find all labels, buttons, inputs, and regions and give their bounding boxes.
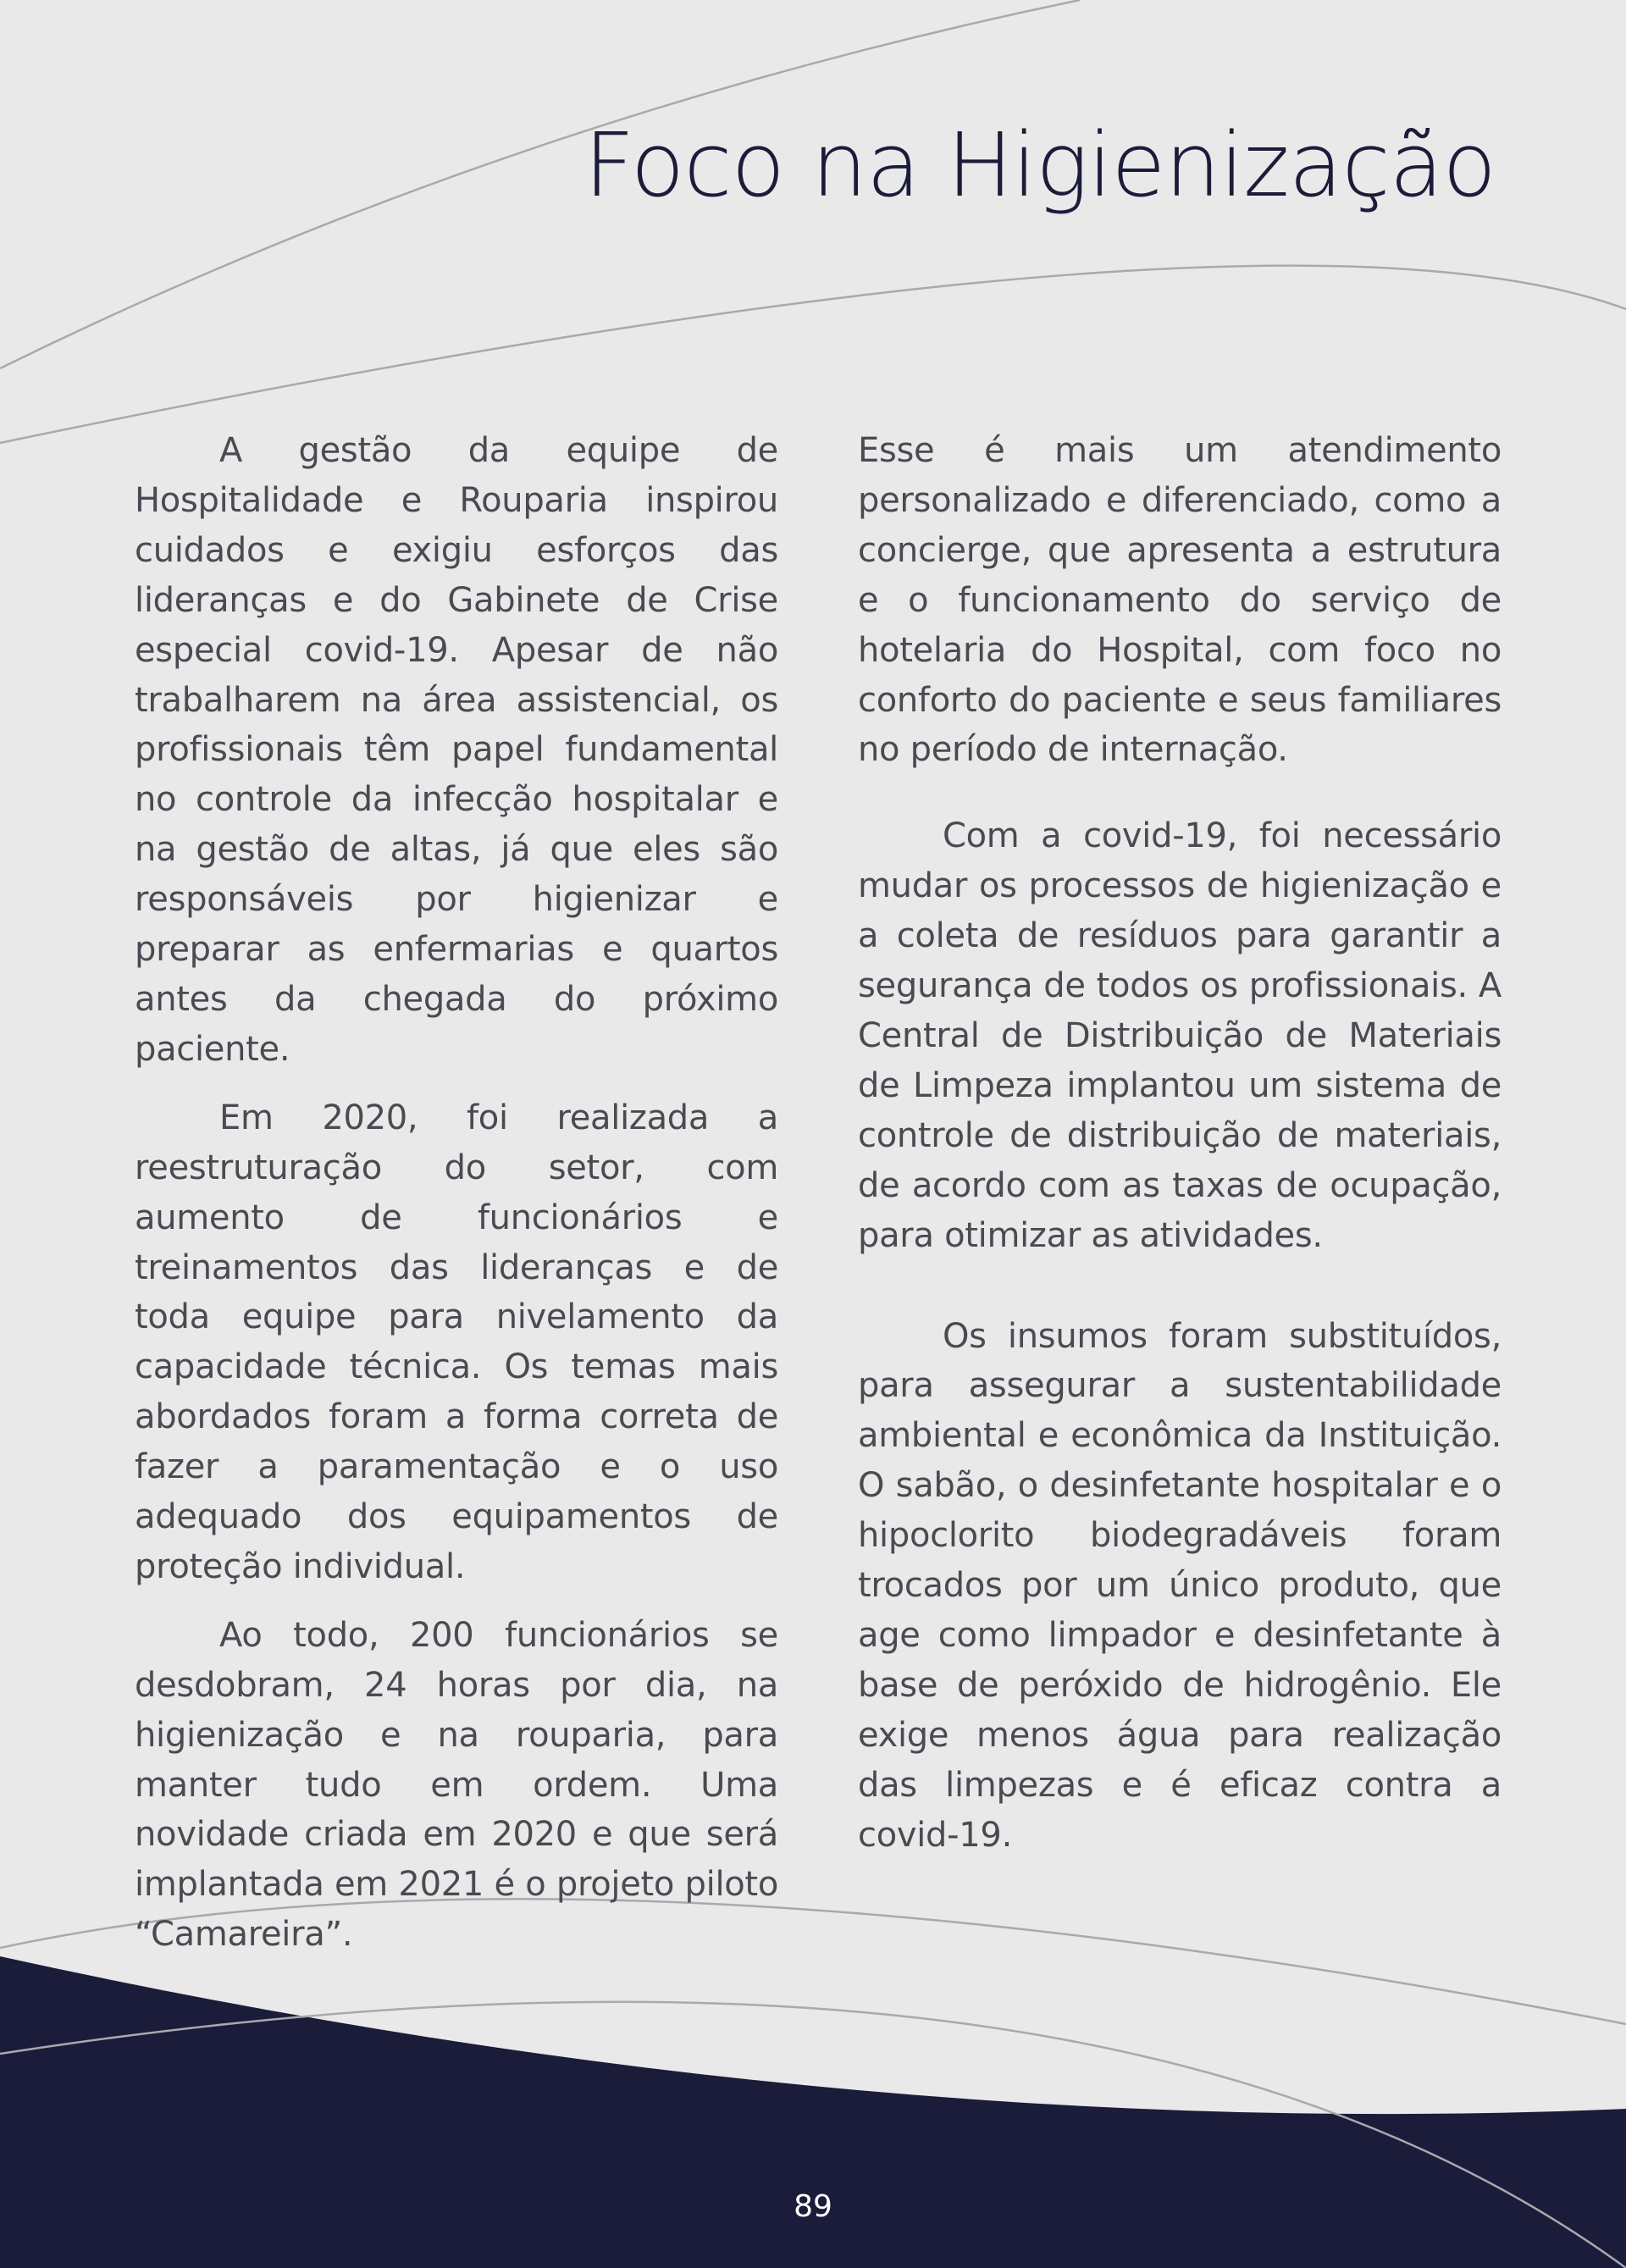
paragraph: Com a covid-19, foi necessário mudar os processos de higienização e a coleta de resíduos para garantir a segurança de todos os profissionais. A Central de Distribuição de Materiais de Limpeza implantou um sistema de controle de distribuição de materiais, de acordo com as taxas de ocupação, para otimizar as atividades. — [858, 816, 1502, 1255]
paragraph: Os insumos foram substituídos, para assegurar a sustentabilidade ambiental e econômica da Instituição. O sabão, o desinfetante hospitalar e o hipoclorito biodegradáveis foram trocados por um único produto, que age como limpador e desinfetante à base de peróxido de hidrogênio. Ele exige menos água para realização das limpezas e é eficaz contra a covid-19. — [858, 1316, 1502, 1855]
page-number: 89 — [794, 2189, 832, 2224]
page-title: Foco na Higienização — [583, 113, 1496, 217]
top-curve-2 — [0, 266, 1626, 443]
paragraph: Esse é mais um atendimento personalizado e diferenciado, como a concierge, que apresenta a estrutura e o funcionamento do serviço de hotelaria do Hospital, com foco no conforto do paciente e seus familiares no período de internação. — [858, 431, 1502, 770]
paragraph: A gestão da equipe de Hospitalidade e Rouparia inspirou cuidados e exigiu esforços das lideranças e do Gabinete de Crise especial covid-19. Apesar de não trabalharem na área assistencial, os profissionais têm papel fundamental no controle da infecção hospitalar e na gestão de altas, já que eles são responsáveis por higienizar e preparar as enfermarias e quartos antes da chegada do próximo paciente. — [135, 431, 778, 1069]
paragraph: Em 2020, foi realizada a reestruturação do setor, com aumento de funcionários e treinamentos das lideranças e de toda equipe para nivelamento da capacidade técnica. Os temas mais abordados foram a forma correta de fazer a paramentação e o uso adequado dos equipamentos de proteção individual. — [135, 1098, 778, 1586]
paragraph: Ao todo, 200 funcionários se desdobram, 24 horas por dia, na higienização e na rouparia, para manter tudo em ordem. Uma novidade criada em 2020 e que será implantada em 2021 é o projeto piloto “Camareira”. — [135, 1615, 778, 1955]
right-column — [858, 426, 1502, 1860]
left-column — [135, 426, 778, 1960]
